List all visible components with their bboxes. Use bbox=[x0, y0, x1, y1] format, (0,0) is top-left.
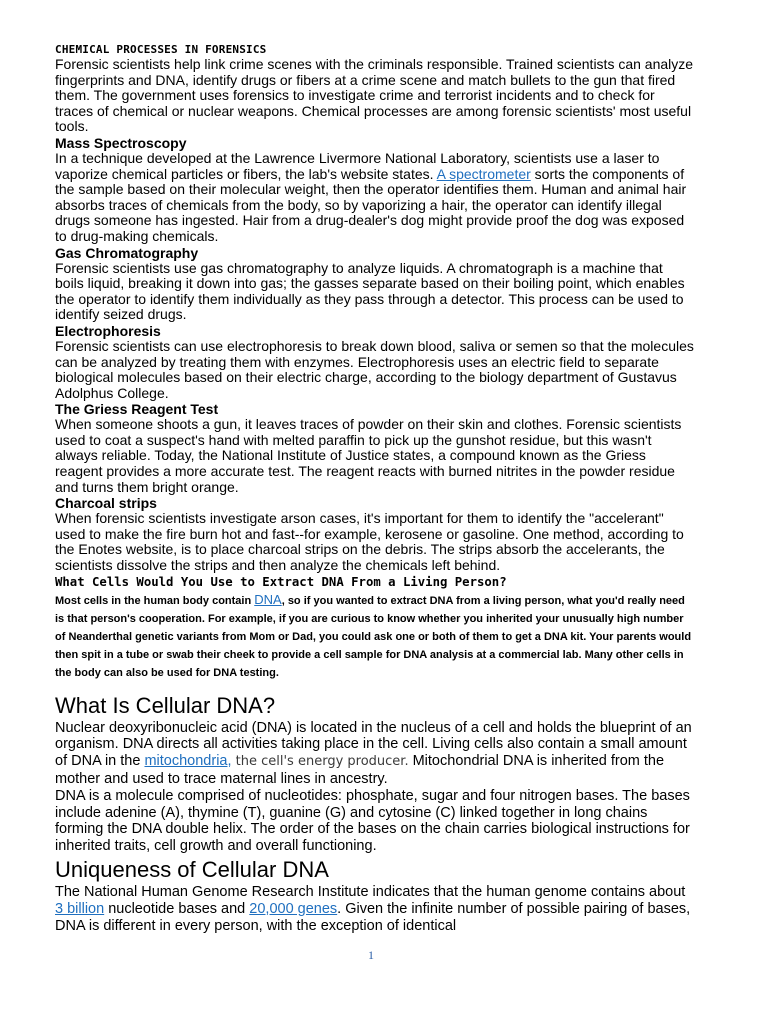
energy-producer-text: the cell's energy producer. bbox=[231, 754, 409, 770]
mass-spec-text-before: In a technique developed at the Lawrence Livermore National Laboratory, scientists use a laser to vaporize chemical particles or fibers, the lab's website states. bbox=[55, 149, 660, 182]
cells-heading: What Cells Would You Use to Extract DNA From a Living Person? bbox=[55, 574, 507, 589]
document-content bbox=[55, 42, 695, 934]
cells-text-before: Most cells in the human body contain bbox=[55, 594, 255, 607]
uniqueness-text-mid: nucleotide bases and bbox=[104, 900, 250, 917]
electrophoresis-heading: Electrophoresis bbox=[55, 322, 161, 339]
cellular-p1-before: Nuclear deoxyribonucleic acid (DNA) is located in the nucleus of a cell and holds the blueprint of an organism. DNA directs all activities taking place in the cell. Living cells also contain a small amount of DNA in the bbox=[55, 719, 692, 770]
cellular-p1-after: Mitochondrial DNA is inherited from the mother and used to trace maternal lines in ancestry. bbox=[55, 753, 665, 788]
charcoal-paragraph: When forensic scientists investigate arson cases, it's important for them to identify the "accelerant" used to make the fire burn hot and fast--for example, kerosene or gasoline. One method, according to the Enotes website, is to place charcoal strips on the debris. The strips absorb the accelerants, the scientists dissolve the strips and then analyze the chemicals left behind. bbox=[55, 510, 684, 574]
mass-spectroscopy-paragraph bbox=[55, 151, 695, 245]
mitochondria-link[interactable]: mitochondria bbox=[144, 753, 228, 770]
charcoal-heading: Charcoal strips bbox=[55, 495, 157, 512]
uniqueness-text-after: . Given the infinite number of possible pairing of bases, DNA is different in every person, with the exception of identical bbox=[55, 900, 691, 934]
uniqueness-text-before: The National Human Genome Research Institute indicates that the human genome contains about bbox=[55, 884, 686, 900]
gas-chromatography-heading: Gas Chromatography bbox=[55, 244, 199, 261]
uniqueness-paragraph bbox=[55, 884, 695, 934]
intro-paragraph: Forensic scientists help link crime scenes with the criminals responsible. Trained scientists can analyze fingerprints and DNA, identify drugs or fibers at a crime scene and match bullets to the gun that fired them. The government uses forensics to investigate crime and terrorist incidents and to check for traces of chemical or nuclear weapons. Chemical processes are among forensic scientists' most useful tools. bbox=[55, 56, 694, 135]
electrophoresis-paragraph: Forensic scientists can use electrophoresis to break down blood, saliva or semen so that the molecules can be analyzed by treating them with enzymes. Electrophoresis uses an electric field to separate biological molecules based on their electric charge, according to the biology department of Gustavus Adolphus College. bbox=[55, 337, 694, 401]
griess-heading: The Griess Reagent Test bbox=[55, 401, 219, 418]
spectrometer-link[interactable]: A spectrometer bbox=[436, 165, 531, 182]
cells-paragraph bbox=[55, 591, 695, 682]
dna-link[interactable]: DNA bbox=[254, 591, 282, 607]
mitochondria-link-suffix: , bbox=[227, 753, 232, 770]
page-number: 1 bbox=[368, 948, 374, 962]
uniqueness-heading: Uniqueness of Cellular DNA bbox=[55, 857, 329, 882]
cells-text-after: , so if you wanted to extract DNA from a living person, what you'd really need is that person's cooperation. For example, if you are curious to know whether you inherited your unusually high number of Neanderthal genetic variants from Mom or Dad, you could ask one or both of them to get a DNA kit. Your parents would then spit in a tube or swab their cheek to provide a cell sample for DNA analysis at a commercial lab. Many other cells in the body can also be used for DNA testing. bbox=[55, 594, 692, 679]
cellular-dna-paragraph-2: DNA is a molecule comprised of nucleotides: phosphate, sugar and four nitrogen bases. The bases include adenine (A), thymine (T), guanine (G) and cytosine (C) linked together in long chains forming the DNA double helix. The order of the bases on the chain carries biological instructions for inherited traits, cell growth and overall functioning. bbox=[55, 787, 690, 855]
cellular-dna-heading: What Is Cellular DNA? bbox=[55, 692, 276, 718]
mass-spectroscopy-heading: Mass Spectroscopy bbox=[55, 134, 187, 151]
griess-paragraph: When someone shoots a gun, it leaves traces of powder on their skin and clothes. Forensic scientists used to coat a suspect's hand with melted paraffin to pick up the gunshot residue, but this wasn't always reliable. Today, the National Institute of Justice states, a compound known as the Griess reagent provides a more accurate test. The reagent reacts with burned nitrites in the powder residue and turns them bright orange. bbox=[55, 416, 682, 495]
cellular-dna-paragraph-1 bbox=[55, 720, 695, 788]
three-billion-link[interactable]: 3 billion bbox=[55, 900, 105, 917]
mass-spec-text-after: sorts the components of the sample based on their molecular weight, then the operator identifies them. Human and animal hair absorbs traces of chemicals from the body, so by vaporizing a hair, the operator can identify illegal drugs someone has ingested. Hair from a drug-dealer's dog might provide proof the dog was exposed to drug-making chemicals. bbox=[55, 165, 687, 244]
doc-title: CHEMICAL PROCESSES IN FORENSICS bbox=[55, 43, 267, 56]
gas-chromatography-paragraph: Forensic scientists use gas chromatography to analyze liquids. A chromatograph is a machine that boils liquid, breaking it down into gas; the gasses separate based on their boiling point, which enables the operator to identify them individually as they pass through a detector. This process can be used to identify seized drugs. bbox=[55, 259, 685, 323]
twenty-thousand-genes-link[interactable]: 20,000 genes bbox=[249, 900, 338, 917]
